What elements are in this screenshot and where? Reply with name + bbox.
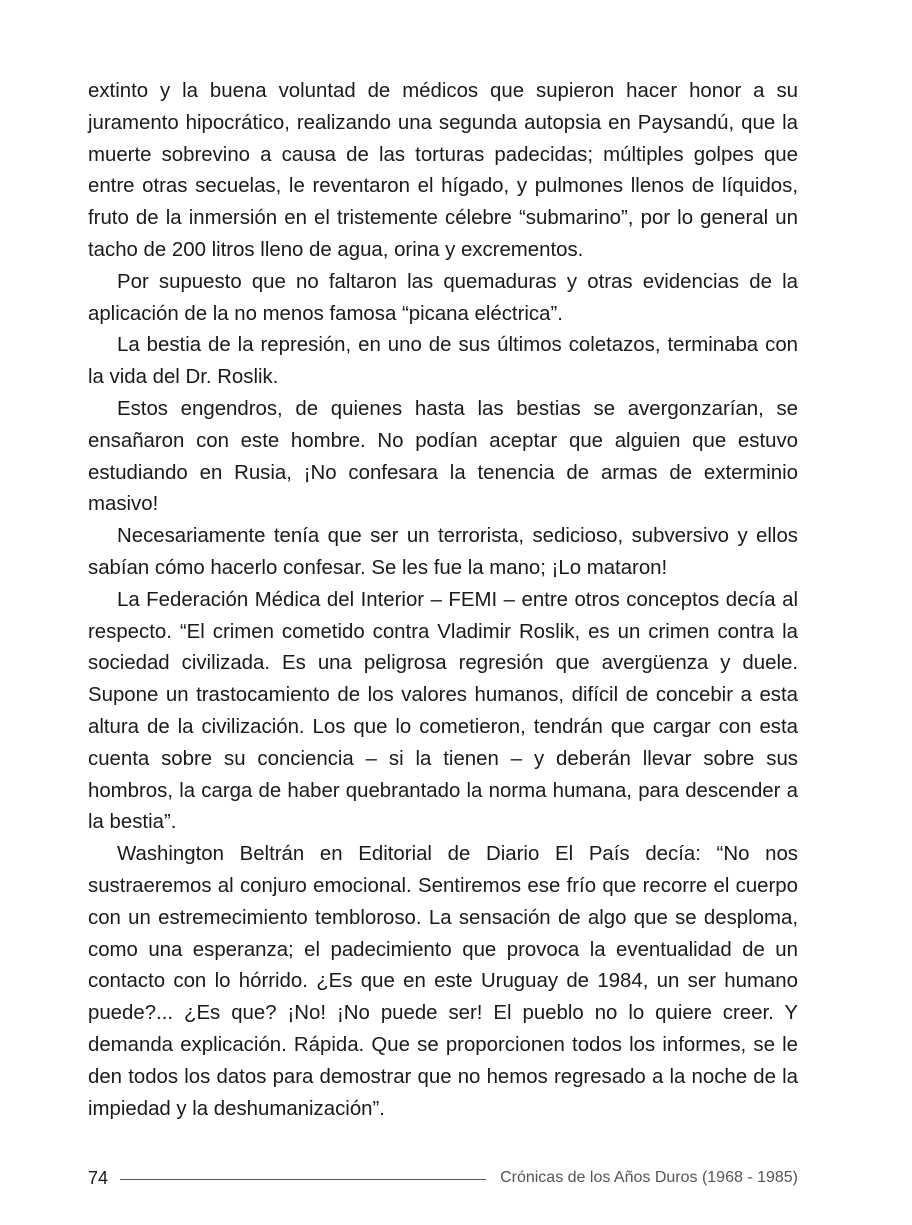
paragraph-beltran-quote: Washington Beltrán en Editorial de Diario El País decía: “No nos sustraeremos al conjuro emocional. Sentiremos ese frío que recorre el cuerpo con un estremecimiento tembloroso. La sensación de algo que se desploma, como una esperanza; el padecimiento que provoca la eventualidad de un contacto con lo hórrido. ¿Es que en este Uruguay de 1984, un ser humano puede?... ¿Es que? ¡No! ¡No puede ser! El pueblo no lo quiere creer. Y demanda explicación. Rápida. Que se proporcionen todos los informes, se le den todos los datos para demostrar que no hemos regresado a la noche de la impiedad y la deshumanización”. (88, 843, 798, 1120)
paragraph-burns-evidence: Por supuesto que no faltaron las quemaduras y otras evidencias de la aplicación de la no menos famosa “picana eléctrica”. (88, 270, 798, 325)
paragraph-continuation: extinto y la buena voluntad de médicos que supieron hacer honor a su juramento hipocrático, realizando una segunda autopsia en Paysandú, que la muerte sobrevino a causa de las torturas padecidas; múltiples golpes que entre otras secuelas, le reventaron el hígado, y pulmones llenos de líquidos, fruto de la inmersión en el tristemente célebre “submarino”, por lo general un tacho de 200 litros lleno de agua, orina y excrementos. (88, 80, 798, 261)
footer-divider (120, 1179, 486, 1180)
page-body (88, 76, 798, 1125)
paragraph-repression: La bestia de la represión, en uno de sus últimos coletazos, terminaba con la vida del Dr. Roslik. (88, 334, 798, 389)
paragraph-terrorist: Necesariamente tenía que ser un terrorista, sedicioso, subversivo y ellos sabían cómo hacerlo confesar. Se les fue la mano; ¡Lo mataron! (88, 525, 798, 579)
running-title: Crónicas de los Años Duros (1968 - 1985) (500, 1169, 798, 1186)
page-number: 74 (88, 1167, 109, 1188)
page-footer (88, 1166, 798, 1190)
paragraph-femi-quote: La Federación Médica del Interior – FEMI – entre otros conceptos decía al respecto. “El crimen cometido contra Vladimir Roslik, es un crimen contra la sociedad civilizada. Es una peligrosa regresión que avergüenza y duele. Supone un trastocamiento de los valores humanos, difícil de concebir a esta altura de la civilización. Los que lo cometieron, tendrán que cargar con esta cuenta sobre su conciencia – si la tienen – y deberán llevar sobre sus hombros, la carga de haber quebrantado la norma humana, para descender a la bestia”. (88, 588, 798, 834)
paragraph-engendros: Estos engendros, de quienes hasta las bestias se avergonzarían, se ensañaron con este hombre. No podían aceptar que alguien que estuvo estudiando en Rusia, ¡No confesara la tenencia de armas de exterminio masivo! (88, 397, 798, 516)
